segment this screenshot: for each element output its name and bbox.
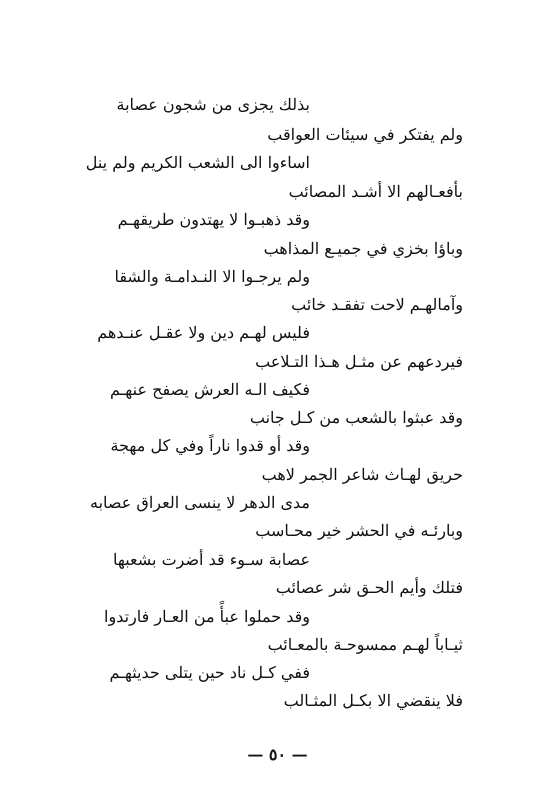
- page-number: — ٥٠ —: [247, 745, 308, 764]
- poem-line: وقد حملوا عبأً من العـار فارتدوا: [104, 607, 310, 626]
- poem-line: ولم يرجـوا الا النـدامـة والشقا: [114, 267, 310, 286]
- poem-line: ففي كـل ناد حين يتلى حديثهـم: [109, 663, 310, 682]
- poem-line: ثيـاباً لهـم ممسوحـة بالمعـائب: [267, 635, 463, 654]
- poem-line: وقد أو قدوا ناراً وفي كل مهجة: [110, 436, 310, 455]
- poem-line: فتلك وأيم الحـق شر عصائب: [275, 578, 463, 597]
- poem-line: بأفعـالهم الا أشـد المصائب: [288, 182, 463, 201]
- poem-line: بذلك يجزى من شجون عصابة: [116, 95, 310, 114]
- poem-line: وباؤا بخزي في جميـع المذاهب: [263, 239, 463, 258]
- poem-line: وقد عبثوا بالشعب من كـل جانب: [249, 408, 463, 427]
- poem-line: حريق لهـاث شاعر الجمر لاهب: [261, 465, 463, 484]
- poem-line: اساءوا الى الشعب الكريم ولم ينل: [85, 153, 310, 172]
- poem-line: فليس لهـم دين ولا عقـل عنـدهم: [97, 323, 310, 342]
- poem-line: فيردعهم عن مثـل هـذا التـلاعب: [255, 352, 463, 371]
- poem-line: فكيف الـه العرش يصفح عنهـم: [109, 380, 310, 399]
- poem-line: عصابة سـوء قد أضرت بشعبها: [112, 550, 310, 569]
- poem-line: فلا ينقضي الا بكـل المثـالب: [283, 691, 463, 710]
- poem-line: وبارئـه في الحشر خير محـاسب: [255, 521, 463, 540]
- poem-line: ولم يفتكر في سيئات العواقب: [267, 125, 463, 144]
- poem-line: وقد ذهبـوا لا يهتدون طريقهـم: [117, 210, 310, 229]
- poem-line: وآمالهـم لاحت تفقـد خائب: [291, 295, 463, 314]
- poem-line: مدى الدهر لا ينسى العراق عصابه: [90, 493, 310, 512]
